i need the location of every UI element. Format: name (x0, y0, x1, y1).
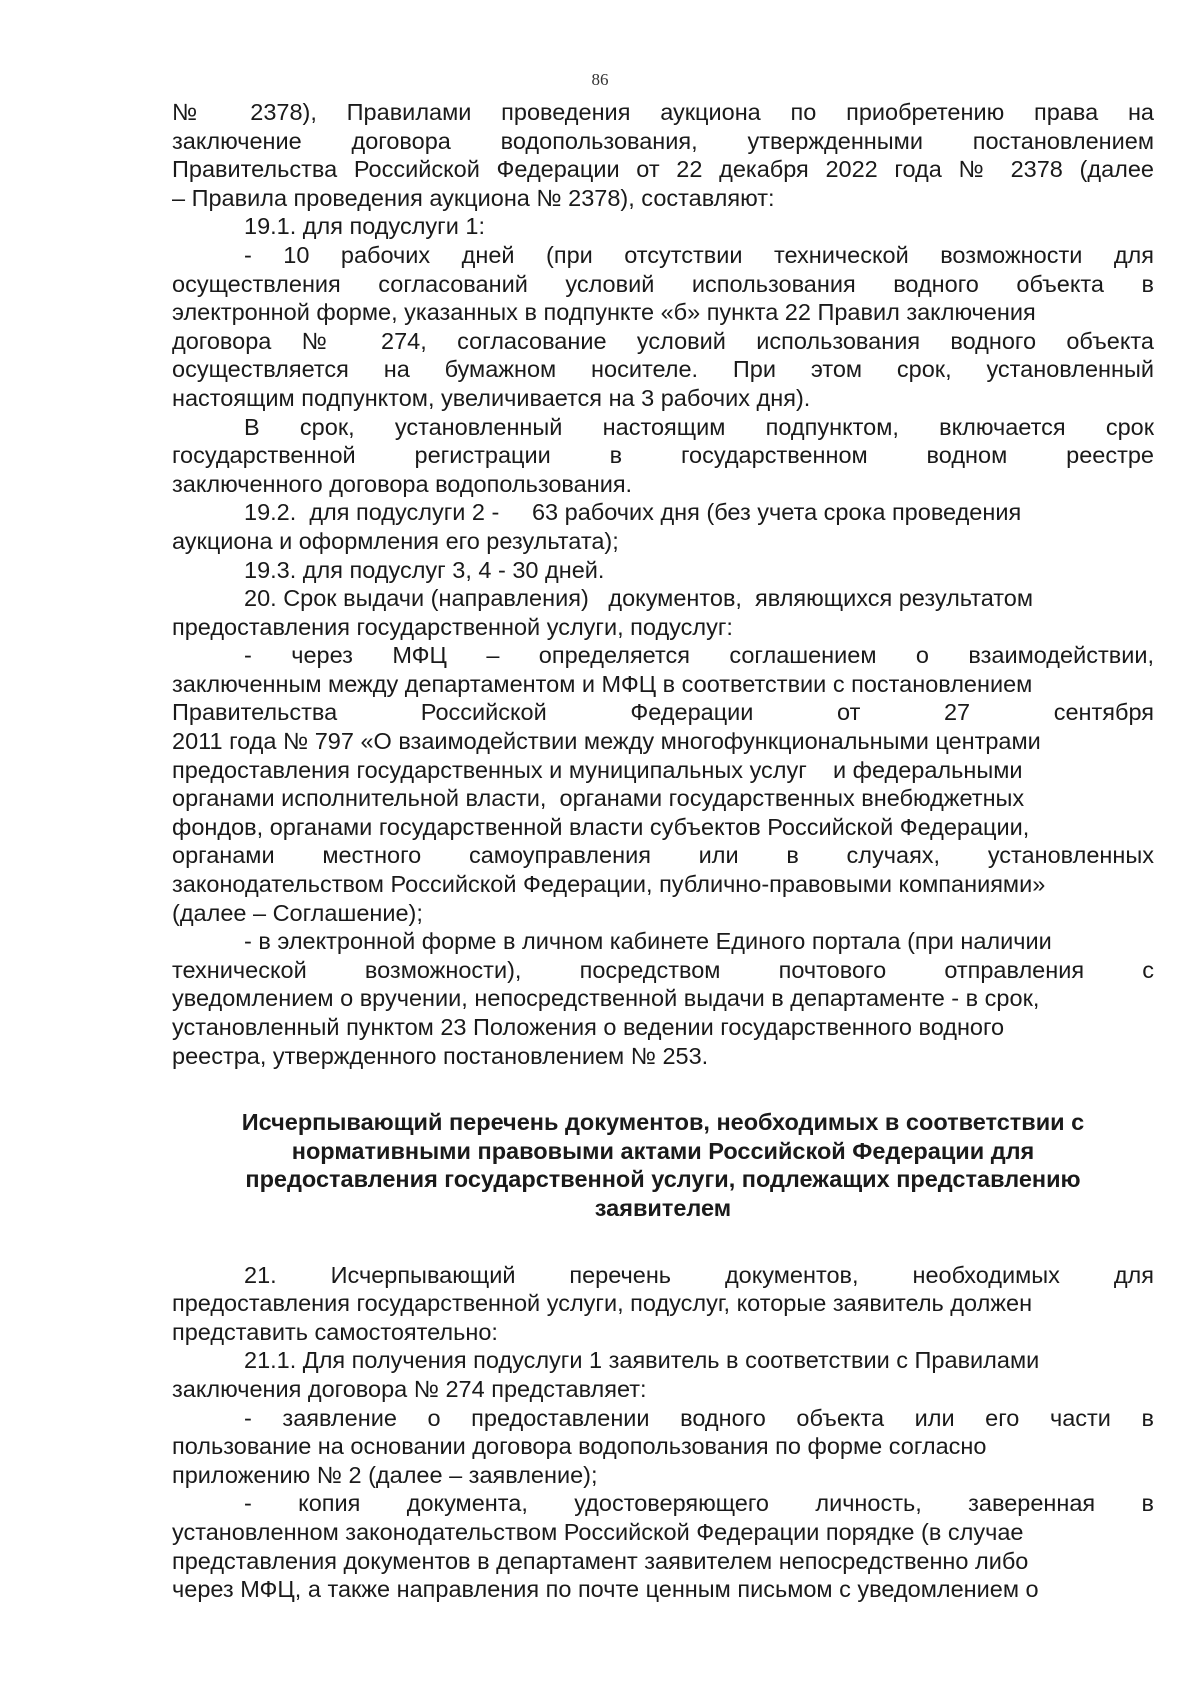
text-line: фондов, органами государственной власти субъектов Российской Федерации, (172, 813, 1030, 840)
text-line: предоставления государственной услуги, подуслуг: (172, 613, 733, 640)
paragraph-19-1-text (172, 241, 1154, 413)
text-line: установленный пунктом 23 Положения о ведении государственного водного (172, 1014, 1005, 1040)
text-line: технической возможности), посредством почтового отправления с (172, 956, 1154, 983)
text-line: 2011 года № 797 «О взаимодействии между многофункциональными центрами (172, 728, 1041, 755)
text-line: 19.1. для подуслуги 1: (244, 213, 485, 240)
text-line: настоящим подпунктом, увеличивается на 3 рабочих дня). (172, 384, 811, 411)
paragraph-21 (172, 1261, 1154, 1347)
text-line: договора № 274, согласование условий использования водного объекта (172, 327, 1154, 354)
text-line: уведомлением о вручении, непосредственной выдачи в департаменте - в срок, (172, 985, 1040, 1012)
paragraph-20-electronic (172, 927, 1154, 1070)
text-line: 21. Исчерпывающий перечень документов, необходимых для (244, 1261, 1154, 1288)
paragraph-19-1-registration (172, 413, 1154, 499)
text-line: предоставления государственной услуги, подуслуг, которые заявитель должен (172, 1290, 1033, 1317)
document-body (172, 98, 1154, 1604)
text-line: В срок, установленный настоящим подпунктом, включается срок (244, 413, 1154, 440)
text-line: заключение договора водопользования, утвержденными постановлением (172, 127, 1154, 154)
text-line: государственной регистрации в государственном водном реестре (172, 442, 1154, 469)
text-line: Правительства Российской Федерации от 27 сентября (172, 699, 1154, 726)
text-line: - в электронной форме в личном кабинете Единого портала (при наличии (244, 928, 1052, 955)
text-line: № 2378), Правилами проведения аукциона по приобретению права на (172, 99, 1154, 125)
text-line: Правительства Российской Федерации от 22 декабря 2022 года № 2378 (далее (172, 156, 1154, 183)
text-line: - копия документа, удостоверяющего личность, заверенная в (244, 1490, 1154, 1517)
text-line: 19.2. для подуслуги 2 - 63 рабочих дня (без учета срока проведения (244, 499, 1022, 526)
paragraph-19-2 (172, 498, 1154, 555)
paragraph-20-mfc (172, 641, 1154, 927)
heading-line: заявителем (594, 1194, 732, 1221)
text-line: аукциона и оформления его результата); (172, 527, 619, 554)
text-line: 19.3. для подуслуг 3, 4 - 30 дней. (244, 556, 605, 583)
text-line: осуществляется на бумажном носителе. При этом срок, установленный (172, 356, 1154, 383)
section-heading (158, 1108, 1168, 1222)
heading-line: Исчерпывающий перечень документов, необходимых в соответствии с (241, 1109, 1085, 1136)
paragraph-19-3 (172, 556, 1154, 585)
text-line: пользование на основании договора водопользования по форме согласно (172, 1433, 987, 1460)
text-line: приложению № 2 (далее – заявление); (172, 1461, 598, 1488)
text-line: предоставления государственных и муниципальных услуг и федеральными (172, 756, 1023, 783)
text-line: осуществления согласований условий использования водного объекта в (172, 270, 1154, 297)
page-number: 86 (591, 70, 609, 89)
text-line: представить самостоятельно: (172, 1318, 498, 1345)
text-line: 20. Срок выдачи (направления) документов, являющихся результатом (244, 585, 1033, 612)
text-line: - заявление о предоставлении водного объекта или его части в (244, 1404, 1154, 1431)
paragraph-19-1-title (172, 212, 1154, 241)
text-line: реестра, утвержденного постановлением № 253. (172, 1042, 709, 1069)
paragraph-21-1-a (172, 1404, 1154, 1490)
text-line: электронной форме, указанных в подпункте «б» пункта 22 Правил заключения (172, 299, 1036, 326)
text-line: заключенным между департаментом и МФЦ в соответствии с постановлением (172, 670, 1033, 697)
text-line: через МФЦ, а также направления по почте ценным письмом с уведомлением о (172, 1576, 1039, 1603)
paragraph-21-1-b (172, 1489, 1154, 1603)
text-line: – Правила проведения аукциона № 2378), составляют: (172, 184, 775, 211)
text-line: - через МФЦ – определяется соглашением о взаимодействии, (244, 642, 1154, 669)
text-line: заключенного договора водопользования. (172, 470, 633, 497)
text-line: установленном законодательством Российской Федерации порядке (в случае (172, 1518, 1024, 1545)
spacer (172, 1070, 1154, 1108)
text-line: заключения договора № 274 представляет: (172, 1375, 647, 1402)
text-line: 21.1. Для получения подуслуги 1 заявитель в соответствии с Правилами (244, 1347, 1040, 1374)
heading-line: предоставления государственной услуги, подлежащих представлению (245, 1166, 1081, 1193)
paragraph-intro (172, 98, 1154, 212)
paragraph-21-1 (172, 1346, 1154, 1403)
text-line: органами исполнительной власти, органами государственных внебюджетных (172, 785, 1025, 812)
spacer (172, 1223, 1154, 1261)
text-line: органами местного самоуправления или в случаях, установленных (172, 842, 1154, 869)
text-line: законодательством Российской Федерации, публично-правовыми компаниями» (172, 871, 1046, 898)
text-line: представления документов в департамент заявителем непосредственно либо (172, 1547, 1029, 1574)
paragraph-20 (172, 584, 1154, 641)
text-line: (далее – Соглашение); (172, 899, 423, 926)
text-line: - 10 рабочих дней (при отсутствии технической возможности для (244, 241, 1154, 268)
heading-line: нормативными правовыми актами Российской Федерации для (291, 1137, 1035, 1164)
